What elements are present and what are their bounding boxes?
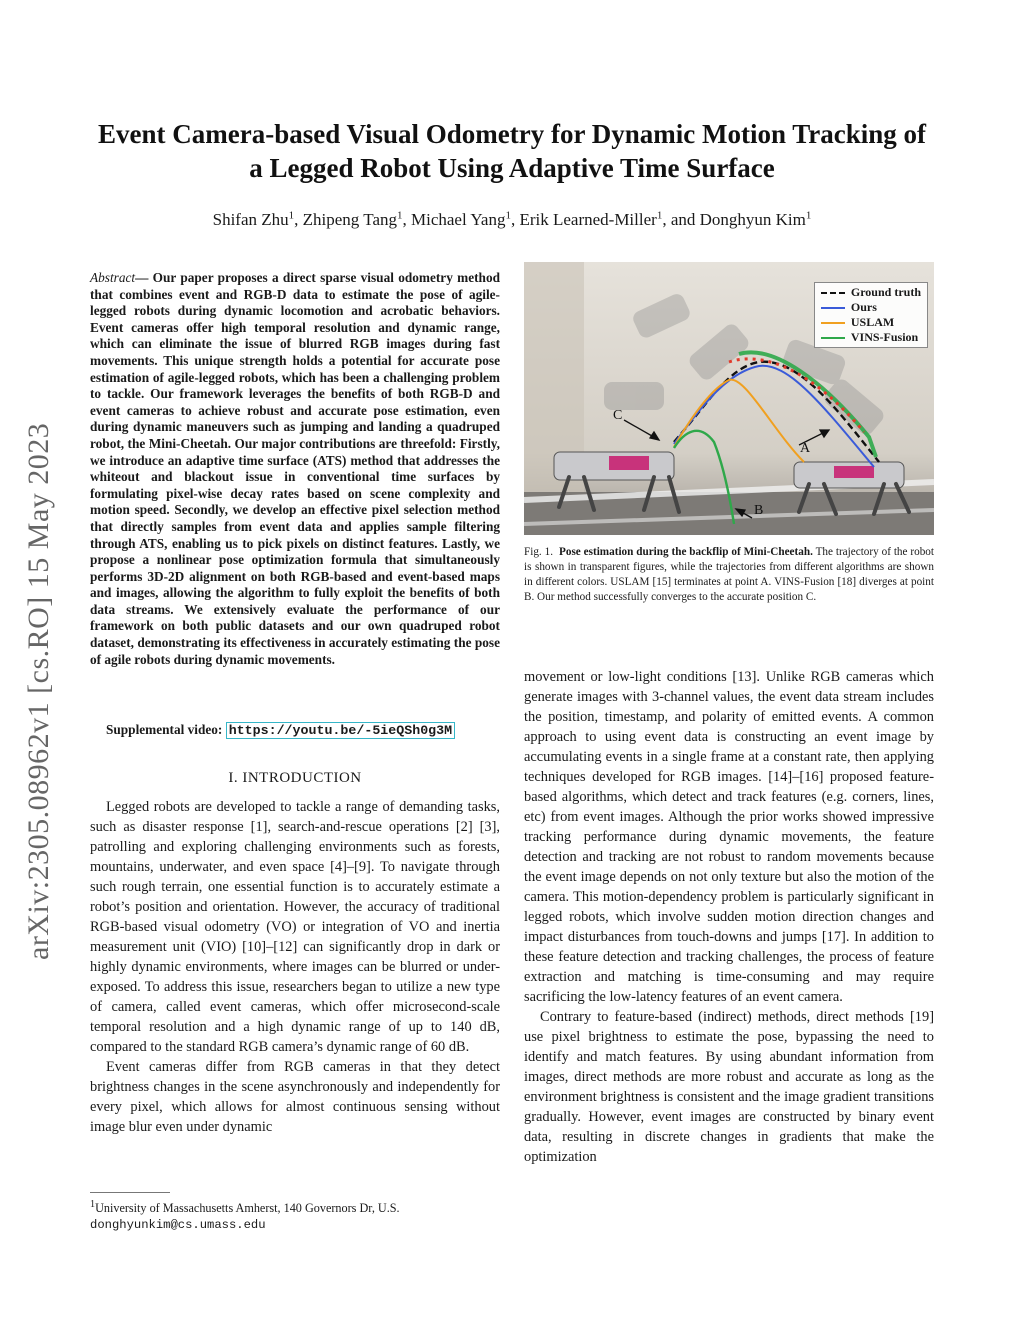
title-line-1: Event Camera-based Visual Odometry for Dynamic Motion Tracking of	[98, 119, 926, 149]
legend-swatch-ours	[821, 307, 845, 309]
legend-swatch-vins-fusion	[821, 337, 845, 339]
legend-item: Ground truth	[821, 285, 921, 300]
author-list	[80, 209, 944, 230]
caption-text: The trajectory of the robot is shown in transparent figures, while the trajectories from different algorithms are shown in different colors. USLAM [15] terminates at point A. VINS-Fusion [18] diverges at point B. Our method successfully converges to the accurate position C.	[524, 546, 934, 603]
supplemental-label: Supplemental video:	[106, 722, 226, 737]
author: Donghyun Kim$^1$	[699, 209, 812, 229]
supplemental-video	[106, 722, 506, 738]
author: Michael Yang$^1$,	[411, 209, 520, 229]
title-line-2: a Legged Robot Using Adaptive Time Surface	[249, 153, 775, 183]
intro-paragraph-2: Event cameras differ from RGB cameras in that they detect brightness changes in the scene asynchronously and independently for every pixel, which allows for almost continuous sensing without image blur even under dynamic	[90, 1059, 500, 1135]
legend-item: Ours	[821, 300, 921, 315]
abstract-dash: —	[135, 270, 149, 285]
right-paragraph-2: Contrary to feature-based (indirect) methods, direct methods [19] use pixel brightness to estimate the pose, bypassing the need to identify and match features. By using abundant information from images, direct methods are more robust and accurate as long as the environment brightness is consistent and the image gradient transitions gradually. However, event images are constructed by binary event data, resulting in discrete changes in gradients that make the optimization	[524, 1009, 934, 1165]
legend-swatch-uslam	[821, 322, 845, 324]
author: Erik Learned-Miller$^1$, and	[519, 209, 700, 229]
intro-paragraph-1: Legged robots are developed to tackle a range of demanding tasks, such as disaster response [1], search-and-rescue operations [2] [3], patrolling and exploring challenging environments such as forests, mountains, underwater, and even space [4]–[9]. To navigate through such rough terrain, one essential function is to accurately estimate a robot’s position and orientation. However, the accuracy of traditional RGB-based visual odometry (VO) or integration of VO and inertia measurement unit (VIO) [10]–[12] can significantly drop in dark or highly dynamic environments, where images can be blurred or under-exposed. To address this issue, researchers began to utilize a new type of camera, called event cameras, which offer microsecond-scale temporal resolution and a high dynamic range of up to 140 dB, compared to the standard RGB camera’s dynamic range of 60 dB.	[90, 799, 500, 1055]
author: Zhipeng Tang$^1$,	[302, 209, 411, 229]
figure-backflip	[524, 262, 934, 535]
abstract	[90, 270, 500, 668]
legend-item: VINS-Fusion	[821, 330, 921, 345]
arxiv-identifier: arXiv:2305.08962v1 [cs.RO] 15 May 2023	[22, 422, 55, 960]
legend-swatch-ground-truth	[821, 292, 845, 294]
figure-label-b: B	[754, 503, 764, 518]
paper-title	[80, 117, 944, 185]
footnote-affiliation: University of Massachusetts Amherst, 140 Governors Dr, U.S.	[95, 1201, 400, 1216]
right-column-body	[524, 667, 934, 1167]
supplemental-video-link[interactable]: https://youtu.be/-5ieQSh0g3M	[226, 722, 455, 739]
figure-caption	[524, 545, 934, 605]
legend-item: USLAM	[821, 315, 921, 330]
intro-left-column	[90, 797, 500, 1137]
right-paragraph-1: movement or low-light conditions [13]. Unlike RGB cameras which generate images with 3-channel values, the event data stream includes the position, timestamp, and polarity of emitted events. A common approach to using event data is constructing an event image by accumulating events in a single frame at a constant rate, then applying techniques developed for RGB images. [14]–[16] proposed feature-based algorithms, which detect and track features (e.g. corners, lines, etc) from event images. Although the prior works showed impressive tracking performance during dynamic movements, the feature detection and tracking are not robust to random movements because the event image depends on not only texture but also the motion of the camera. This motion-dependency problem is particularly significant in legged robots, which involve sudden motion direction changes and impact disturbances from touch-downs and jumps [17]. In addition to these feature detection and tracking challenges, the process of feature extraction and matching is time-consuming and may require sacrificing the low-latency features of an event camera.	[524, 669, 934, 1005]
footnote-email[interactable]: donghyunkim@cs.umass.edu	[90, 1218, 266, 1233]
caption-label: Fig. 1.	[524, 546, 554, 558]
figure-label-c: C	[613, 408, 623, 423]
figure-legend	[814, 282, 928, 348]
author: Shifan Zhu$^1$,	[212, 209, 303, 229]
figure-label-a: A	[800, 441, 811, 456]
section-heading: I. INTRODUCTION	[228, 770, 362, 786]
caption-title: Pose estimation during the backflip of Mini-Cheetah.	[559, 546, 813, 558]
abstract-lead: Abstract	[90, 270, 136, 285]
footnote: $^1$University of Massachusetts Amherst, 140 Governors Dr, U.S. donghyunkim@cs.umass.edu	[90, 1199, 400, 1233]
footnote-divider	[90, 1192, 170, 1193]
abstract-text: Our paper proposes a direct sparse visual odometry method that combines event and RGB-D data to estimate the pose of agile-legged robots during dynamic locomotion and acrobatic behaviors. Event cameras offer high temporal resolution and dynamic range, which can eliminate the issue of blurred RGB images during fast movements. This unique strength holds a potential for accurate pose estimation of agile-legged robots, which has been a challenging problem to tackle. Our framework leverages the benefits of both RGB-D and event cameras to achieve robust and accurate pose estimation, even during dynamic maneuvers such as jumping and landing a quadruped robot, the Mini-Cheetah. Our major contributions are threefold: Firstly, we introduce an adaptive time surface (ATS) method that addresses the whiteout and blackout issue in conventional time surfaces by formulating pixel-wise decay rates based on scene complexity and motion speed. Secondly, we develop an effective pixel selection method that directly samples from event data and applies sample filtering through ATS, enabling us to pick pixels on distinct features. Lastly, we propose a nonlinear pose optimization formula that simultaneously performs 3D-2D alignment on both RGB-based and event-based maps and images, allowing the algorithm to fully exploit the benefits of both data streams. We extensively evaluate the performance of our framework on both public datasets and our own quadruped robot dataset, demonstrating its effectiveness in accurately estimating the pose of agile robots during dynamic movements.	[90, 270, 500, 667]
